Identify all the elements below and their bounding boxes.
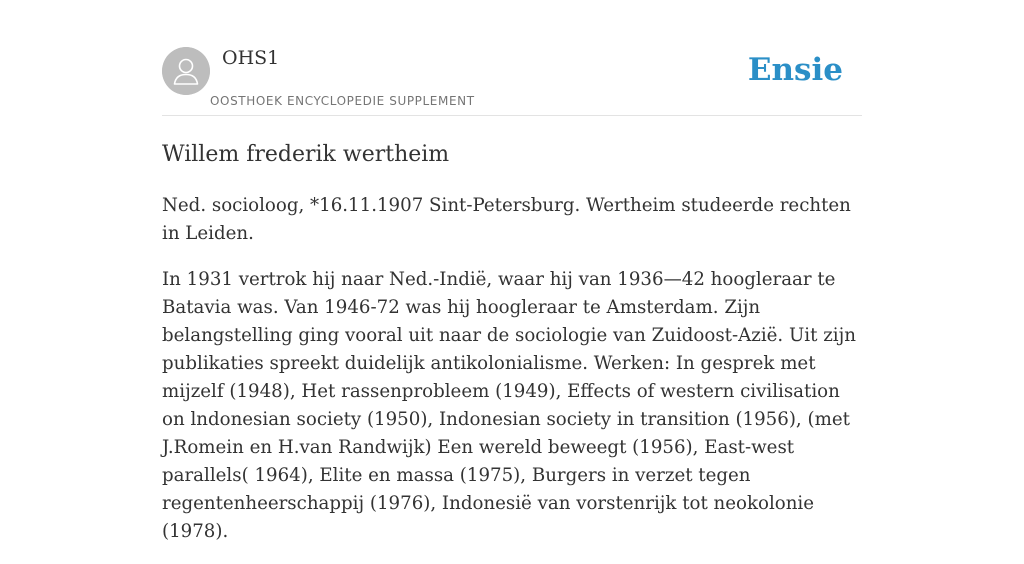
source-header xyxy=(162,0,862,116)
user-icon xyxy=(162,47,210,95)
source-subtitle: OOSTHOEK ENCYCLOPEDIE SUPPLEMENT xyxy=(210,94,475,108)
entry-paragraph: Ned. socioloog, *16.11.1907 Sint-Petersburg. Wertheim studeerde rechten in Leiden. xyxy=(162,195,851,244)
source-title[interactable]: OHS1 xyxy=(222,47,280,69)
entry-title: Willem frederik wertheim xyxy=(162,142,450,167)
source-avatar[interactable] xyxy=(162,47,210,95)
entry-page xyxy=(162,0,862,542)
entry-paragraph: In 1931 vertrok hij naar Ned.-Indië, waar hij van 1936—42 hoogleraar te Batavia was. Van 1946-72 was hij hoogleraar te Amsterdam. Zijn belangstelling ging vooral uit naar de sociologie van Zuidoost-Azië. Uit zijn publikaties spreekt duidelijk antikolonialisme. Werken: In gesprek met mijzelf (1948), Het rassenprobleem (1949), Effects of western civilisation on lndonesian society (1950), Indonesian society in transition (1956), (met J.Romein en H.van Randwijk) Een wereld beweegt (1956), East-west parallels( 1964), Elite en massa (1975), Burgers in verzet tegen regentenheerschappij (1976), Indonesië van vorstenrijk tot neokolonie (1978). xyxy=(162,269,856,542)
entry-body xyxy=(162,192,867,564)
ensie-logo[interactable]: Ensie xyxy=(747,52,843,88)
